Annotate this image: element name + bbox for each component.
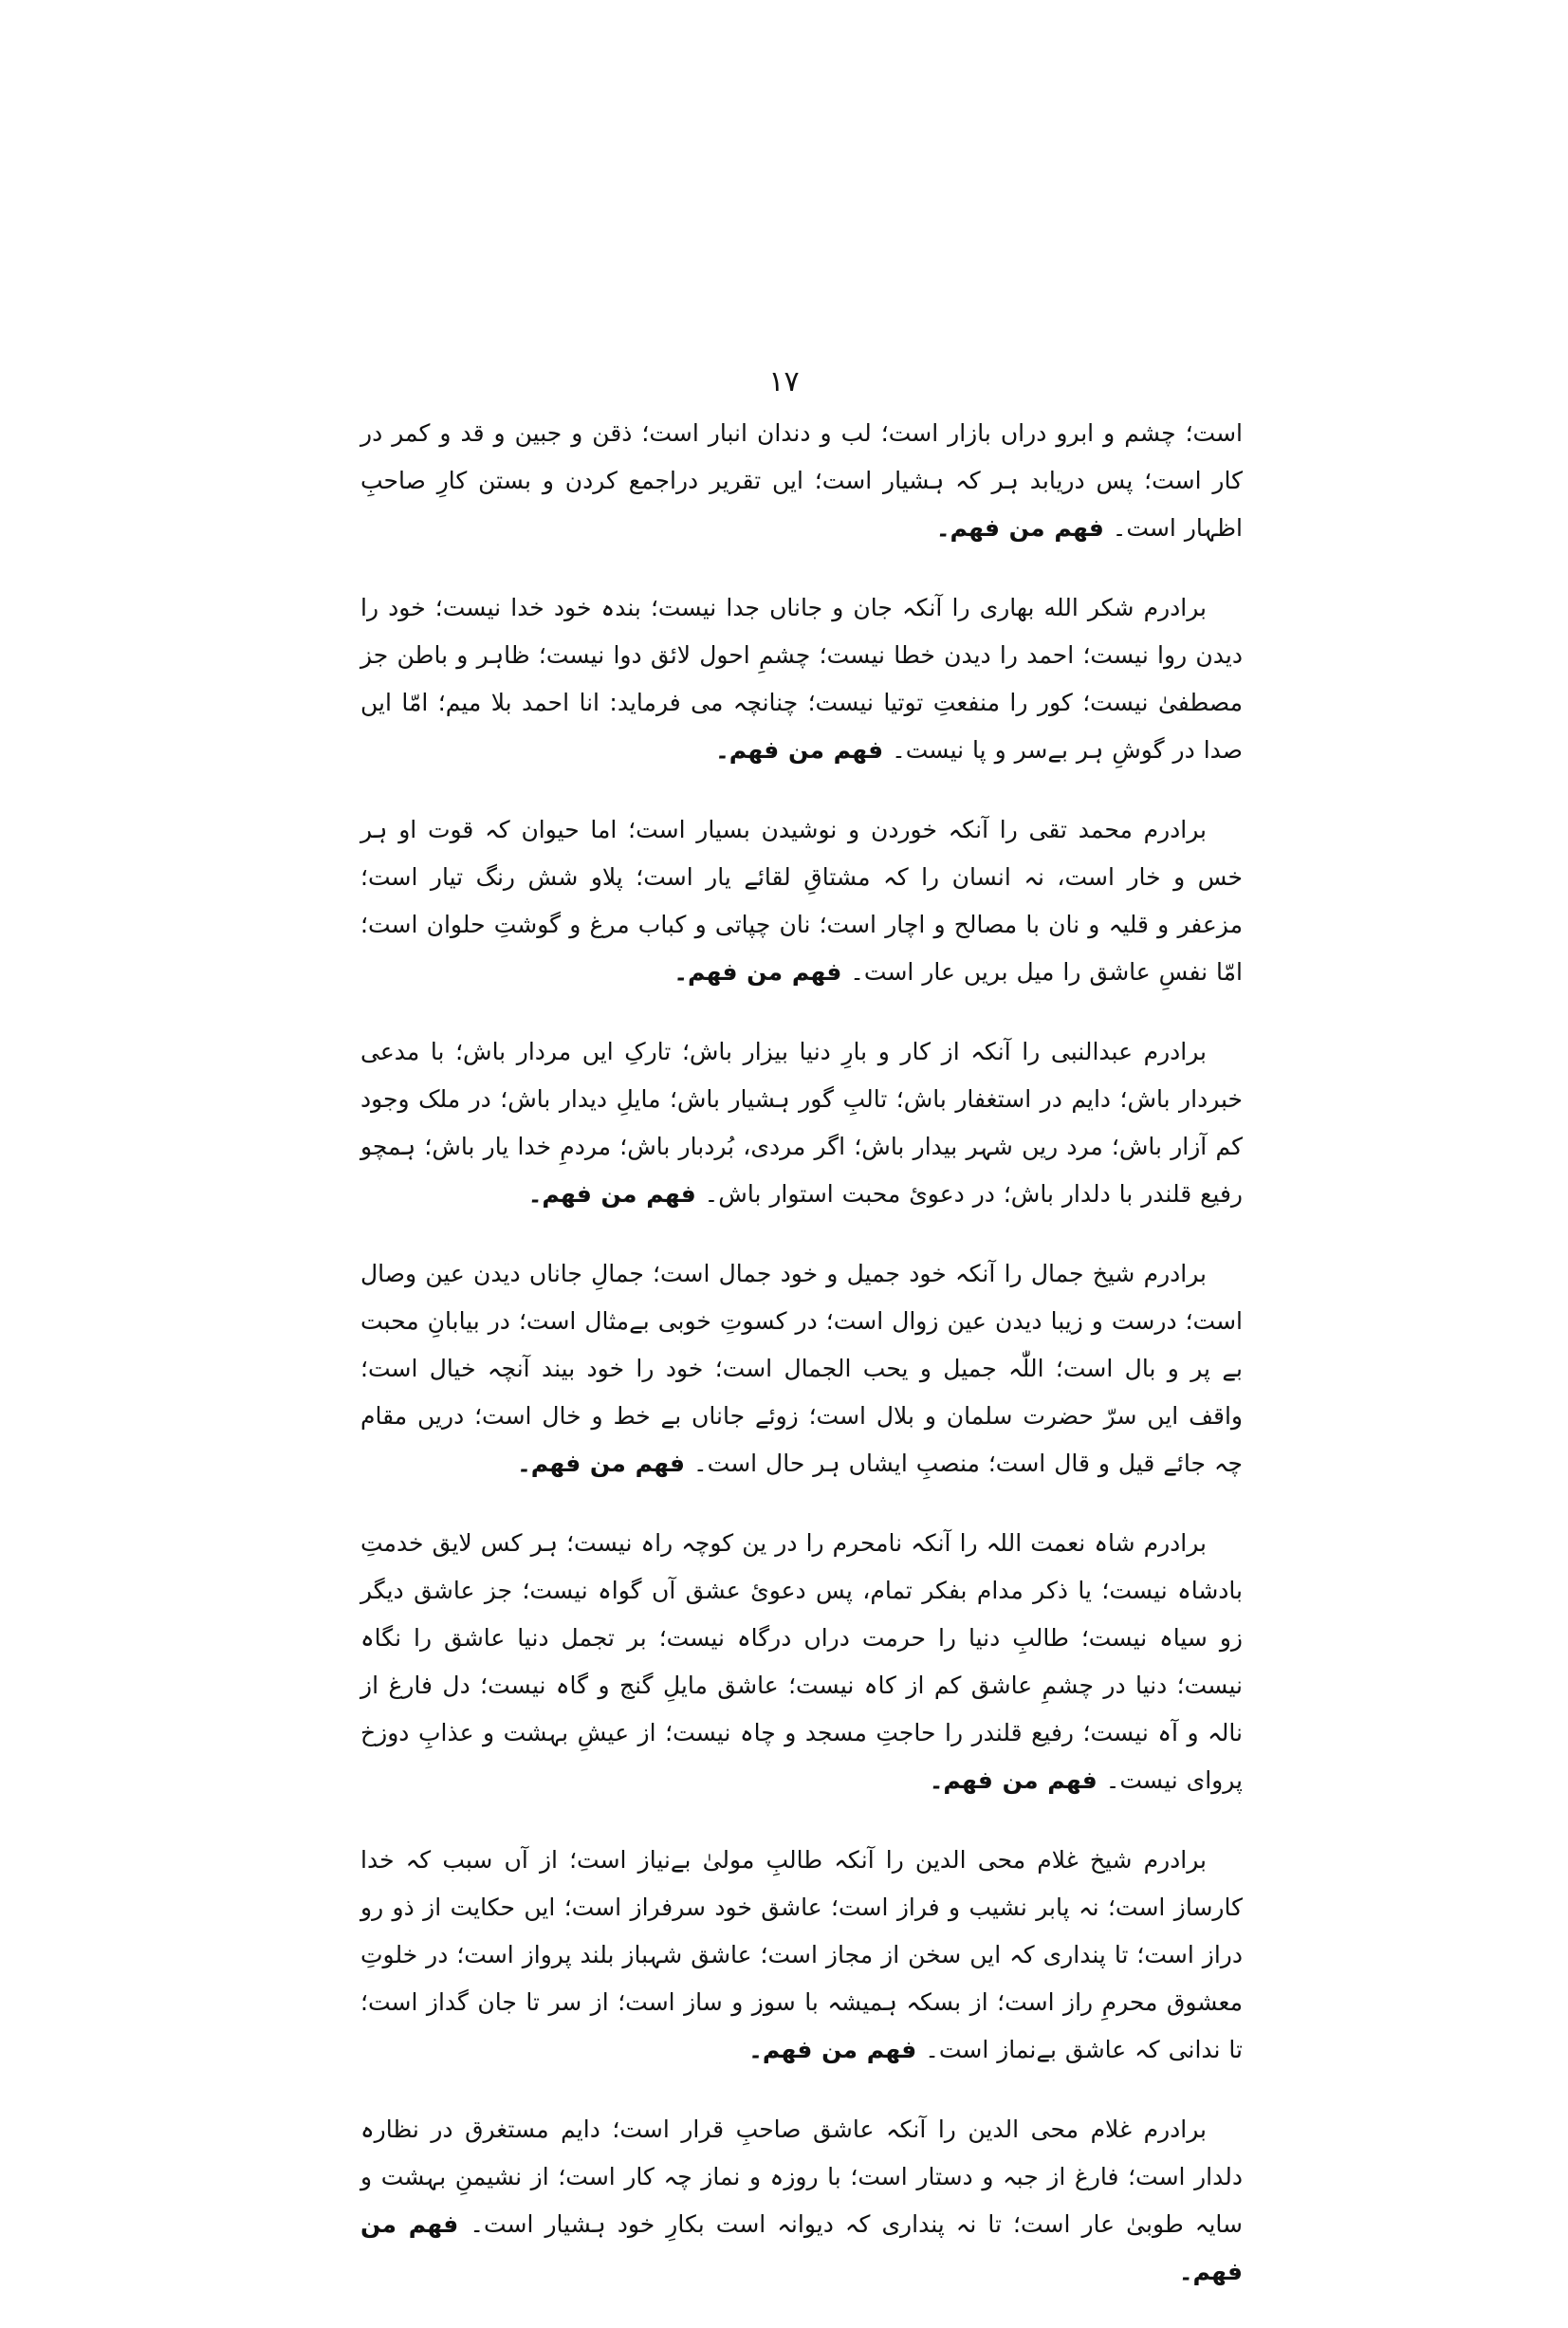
text-body — [360, 410, 1243, 2328]
paragraph-text: برادرم عبدالنبی را آنکہ از کار و بارِ دنیا بیزار باش؛ تارکِ ایں مردار باش؛ با مدعی خبردار باش؛ دایم در استغفار باش؛ تالبِ گور ہشیار باش؛ مایلِ دیدار باش؛ در ملک وجود کم آزار باش؛ مرد ریں شہر بیدار باش؛ اگر مردی، بُردبار باش؛ مردمِ خدا یار باش؛ ہمچو رفیع قلندر با دلدار باش؛ در دعویٔ محبت استوار باش۔ — [360, 1038, 1243, 1208]
paragraph-refrain: فهم من فهم۔ — [935, 514, 1104, 542]
paragraph-text: برادرم شکر الله بهاری را آنکہ جان و جاناں جدا نیست؛ بندہ خود خدا نیست؛ خود را دیدن روا نیست؛ احمد را دیدن خطا نیست؛ چشمِ احول لائق دوا نیست؛ ظاہر و باطن جز مصطفیٰ نیست؛ کور را منفعتِ توتیا نیست؛ چنانچہ می فرماید: انا احمد بلا میم؛ امّا ایں صدا در گوشِ ہر بےسر و پا نیست۔ — [360, 594, 1243, 764]
paragraph-7 — [360, 1837, 1243, 2074]
page-number: ۱۷ — [768, 365, 800, 398]
paragraph-text: است؛ چشم و ابرو دراں بازار است؛ لب و دندان انبار است؛ ذقن و جبین و قد و کمر در کار است؛ پس دریابد ہر کہ ہشیار است؛ ایں تقریر دراجمع کردن و بستن کارِ صاحبِ اظہار است۔ — [360, 419, 1243, 542]
paragraph-refrain: فهم من فهم۔ — [360, 2210, 1243, 2285]
paragraph-2 — [360, 584, 1243, 774]
paragraph-8 — [360, 2106, 1243, 2296]
paragraph-4 — [360, 1028, 1243, 1218]
paragraph-refrain: فهم من فهم۔ — [673, 958, 842, 986]
paragraph-text: برادرم شیخ جمال را آنکہ خود جمیل و خود جمال است؛ جمالِ جاناں دیدن عین وصال است؛ درست و زیبا دیدن عین زوال است؛ در کسوتِ خوبی بےمثال است؛ در بیابانِ محبت بے پر و بال است؛ اللّٰہ جمیل و یحب الجمال است؛ خود را خود بیند آنچہ خیال است؛ واقف ایں سرّ حضرت سلمان و بلال است؛ زوئے جاناں بے خط و خال است؛ دریں مقام چہ جائے قیل و قال است؛ منصبِ ایشاں ہر حال است۔ — [360, 1260, 1243, 1477]
paragraph-text: برادرم غلام محی الدین را آنکہ عاشق صاحبِ قرار است؛ دایم مستغرق در نظارہ دلدار است؛ فارغ از جبہ و دستار است؛ با روزہ و نماز چہ کار است؛ از نشیمنِ بہشت و سایہ طوبیٰ عار است؛ تا نہ پنداری کہ دیوانہ است بکارِ خود ہشیار است۔ — [360, 2116, 1243, 2238]
paragraph-5 — [360, 1250, 1243, 1487]
paragraph-refrain: فهم من فهم۔ — [517, 1450, 686, 1477]
paragraph-refrain: فهم من فهم۔ — [748, 2036, 917, 2063]
paragraph-text: برادرم شاہ نعمت اللہ را آنکہ نامحرم را در ین کوچہ راہ نیست؛ ہر کس لایق خدمتِ بادشاہ نیست؛ یا ذکر مدام بفکر تمام، پس دعویٔ عشق آں گواہ نیست؛ جز عاشق دیگر زو سیاہ نیست؛ طالبِ دنیا را حرمت دراں درگاہ نیست؛ بر تجمل دنیا عاشق را نگاہ نیست؛ دنیا در چشمِ عاشق کم از کاہ نیست؛ عاشق مایلِ گنج و گاہ نیست؛ دل فارغ از نالہ و آہ نیست؛ رفیع قلندر را حاجتِ مسجد و چاہ نیست؛ از عیشِ بہشت و عذابِ دوزخ پروای نیست۔ — [360, 1529, 1243, 1794]
paragraph-text: برادرم شیخ غلام محی الدین را آنکہ طالبِ مولیٰ بےنیاز است؛ از آں سبب کہ خدا کارساز است؛ نہ پابر نشیب و فراز است؛ عاشق خود سرفراز است؛ ایں حکایت از ذو رو دراز است؛ تا پنداری کہ ایں سخن از مجاز است؛ عاشق شہباز بلند پرواز است؛ در خلوتِ معشوق محرمِ راز است؛ از بسکہ ہمیشہ با سوز و ساز است؛ از سر تا جان گداز است؛ تا ندانی کہ عاشق بےنماز است۔ — [360, 1846, 1243, 2063]
paragraph-6 — [360, 1520, 1243, 1804]
paragraph-refrain: فهم من فهم۔ — [715, 736, 884, 764]
paragraph-text: برادرم محمد تقی را آنکہ خوردن و نوشیدن بسیار است؛ اما حیوان کہ قوت او ہر خس و خار است، نہ انسان را کہ مشتاقِ لقائے یار است؛ پلاو شش رنگ تیار است؛ مزعفر و قلیہ و نان با مصالح و اچار است؛ نان چپاتی و کباب مرغ و گوشتِ حلوان است؛ امّا نفسِ عاشق را میل بریں عار است۔ — [360, 816, 1243, 986]
paragraph-1 — [360, 410, 1243, 552]
paragraph-refrain: فهم من فهم۔ — [929, 1766, 1098, 1794]
paragraph-3 — [360, 806, 1243, 996]
paragraph-refrain: فهم من فهم۔ — [527, 1180, 696, 1208]
